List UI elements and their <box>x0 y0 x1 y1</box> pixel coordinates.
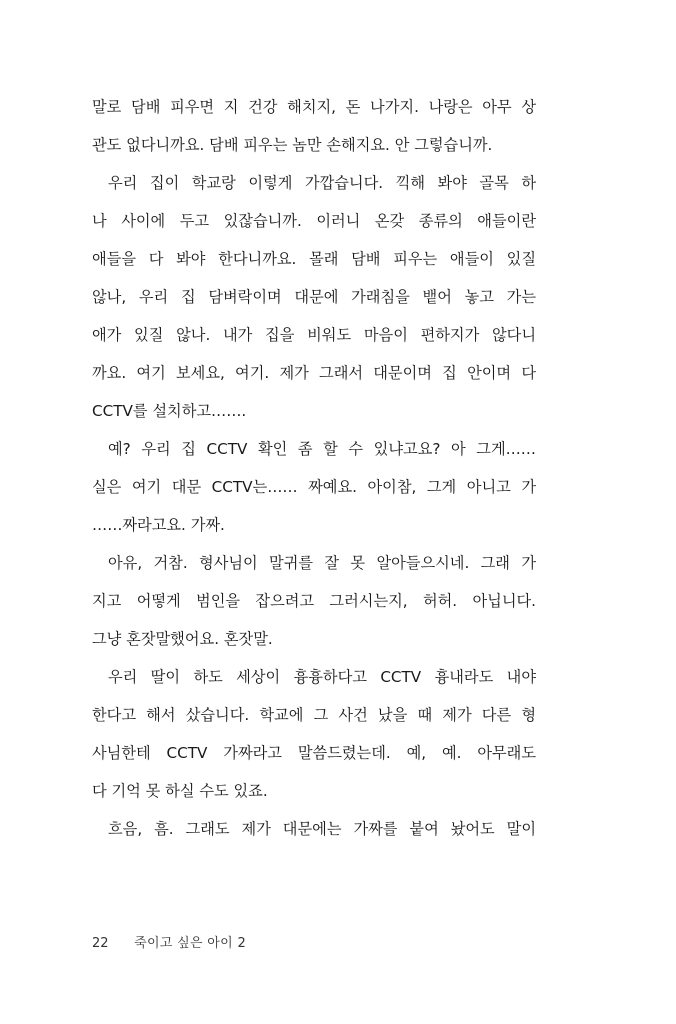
text-line: 우리 집이 학교랑 이렇게 가깝습니다. 끽해 봐야 골목 하 <box>108 174 536 192</box>
text-line: 까요. 여기 보세요, 여기. 제가 그래서 대문이며 집 안이며 다 <box>92 364 536 382</box>
text-line: 아유, 거참. 형사님이 말귀를 잘 못 알아들으시네. 그래 가 <box>108 554 536 572</box>
text-line: 다 기억 못 하실 수도 있죠. <box>92 782 268 800</box>
text-line: ……짜라고요. 가짜. <box>92 516 225 534</box>
running-title: 죽이고 싶은 아이 2 <box>134 936 247 951</box>
body-text <box>92 88 536 848</box>
text-line: 사님한테 CCTV 가짜라고 말씀드렸는데. 예, 예. 아무래도 <box>92 744 536 762</box>
text-line: 관도 없다니까요. 담배 피우는 놈만 손해지요. 안 그렇습니까. <box>92 136 493 154</box>
text-line: 나 사이에 두고 있잖습니까. 이러니 온갖 종류의 애들이란 <box>92 212 536 230</box>
text-line: 지고 어떻게 범인을 잡으려고 그러시는지, 허허. 아닙니다. <box>92 592 536 610</box>
text-line: 애가 있질 않나. 내가 집을 비워도 마음이 편하지가 않다니 <box>92 326 536 344</box>
page-number: 22 <box>92 936 109 951</box>
text-line: 실은 여기 대문 CCTV는…… 짜예요. 아이참, 그게 아니고 가 <box>92 478 536 496</box>
text-line: 한다고 해서 샀습니다. 학교에 그 사건 났을 때 제가 다른 형 <box>92 706 536 724</box>
text-line: CCTV를 설치하고……. <box>92 402 247 420</box>
text-line: 말로 담배 피우면 지 건강 해치지, 돈 나가지. 나랑은 아무 상 <box>92 98 536 116</box>
text-line: 애들을 다 봐야 한다니까요. 몰래 담배 피우는 애들이 있질 <box>92 250 536 268</box>
text-line: 않나, 우리 집 담벼락이며 대문에 가래침을 뱉어 놓고 가는 <box>92 288 536 306</box>
text-line: 그냥 혼잣말했어요. 혼잣말. <box>92 630 273 648</box>
text-line: 우리 딸이 하도 세상이 흉흉하다고 CCTV 흉내라도 내야 <box>108 668 536 686</box>
text-line: 예? 우리 집 CCTV 확인 좀 할 수 있냐고요? 아 그게…… <box>108 440 536 458</box>
text-line: 흐음, 흠. 그래도 제가 대문에는 가짜를 붙여 놨어도 말이 <box>108 820 536 838</box>
page-footer <box>92 934 246 954</box>
